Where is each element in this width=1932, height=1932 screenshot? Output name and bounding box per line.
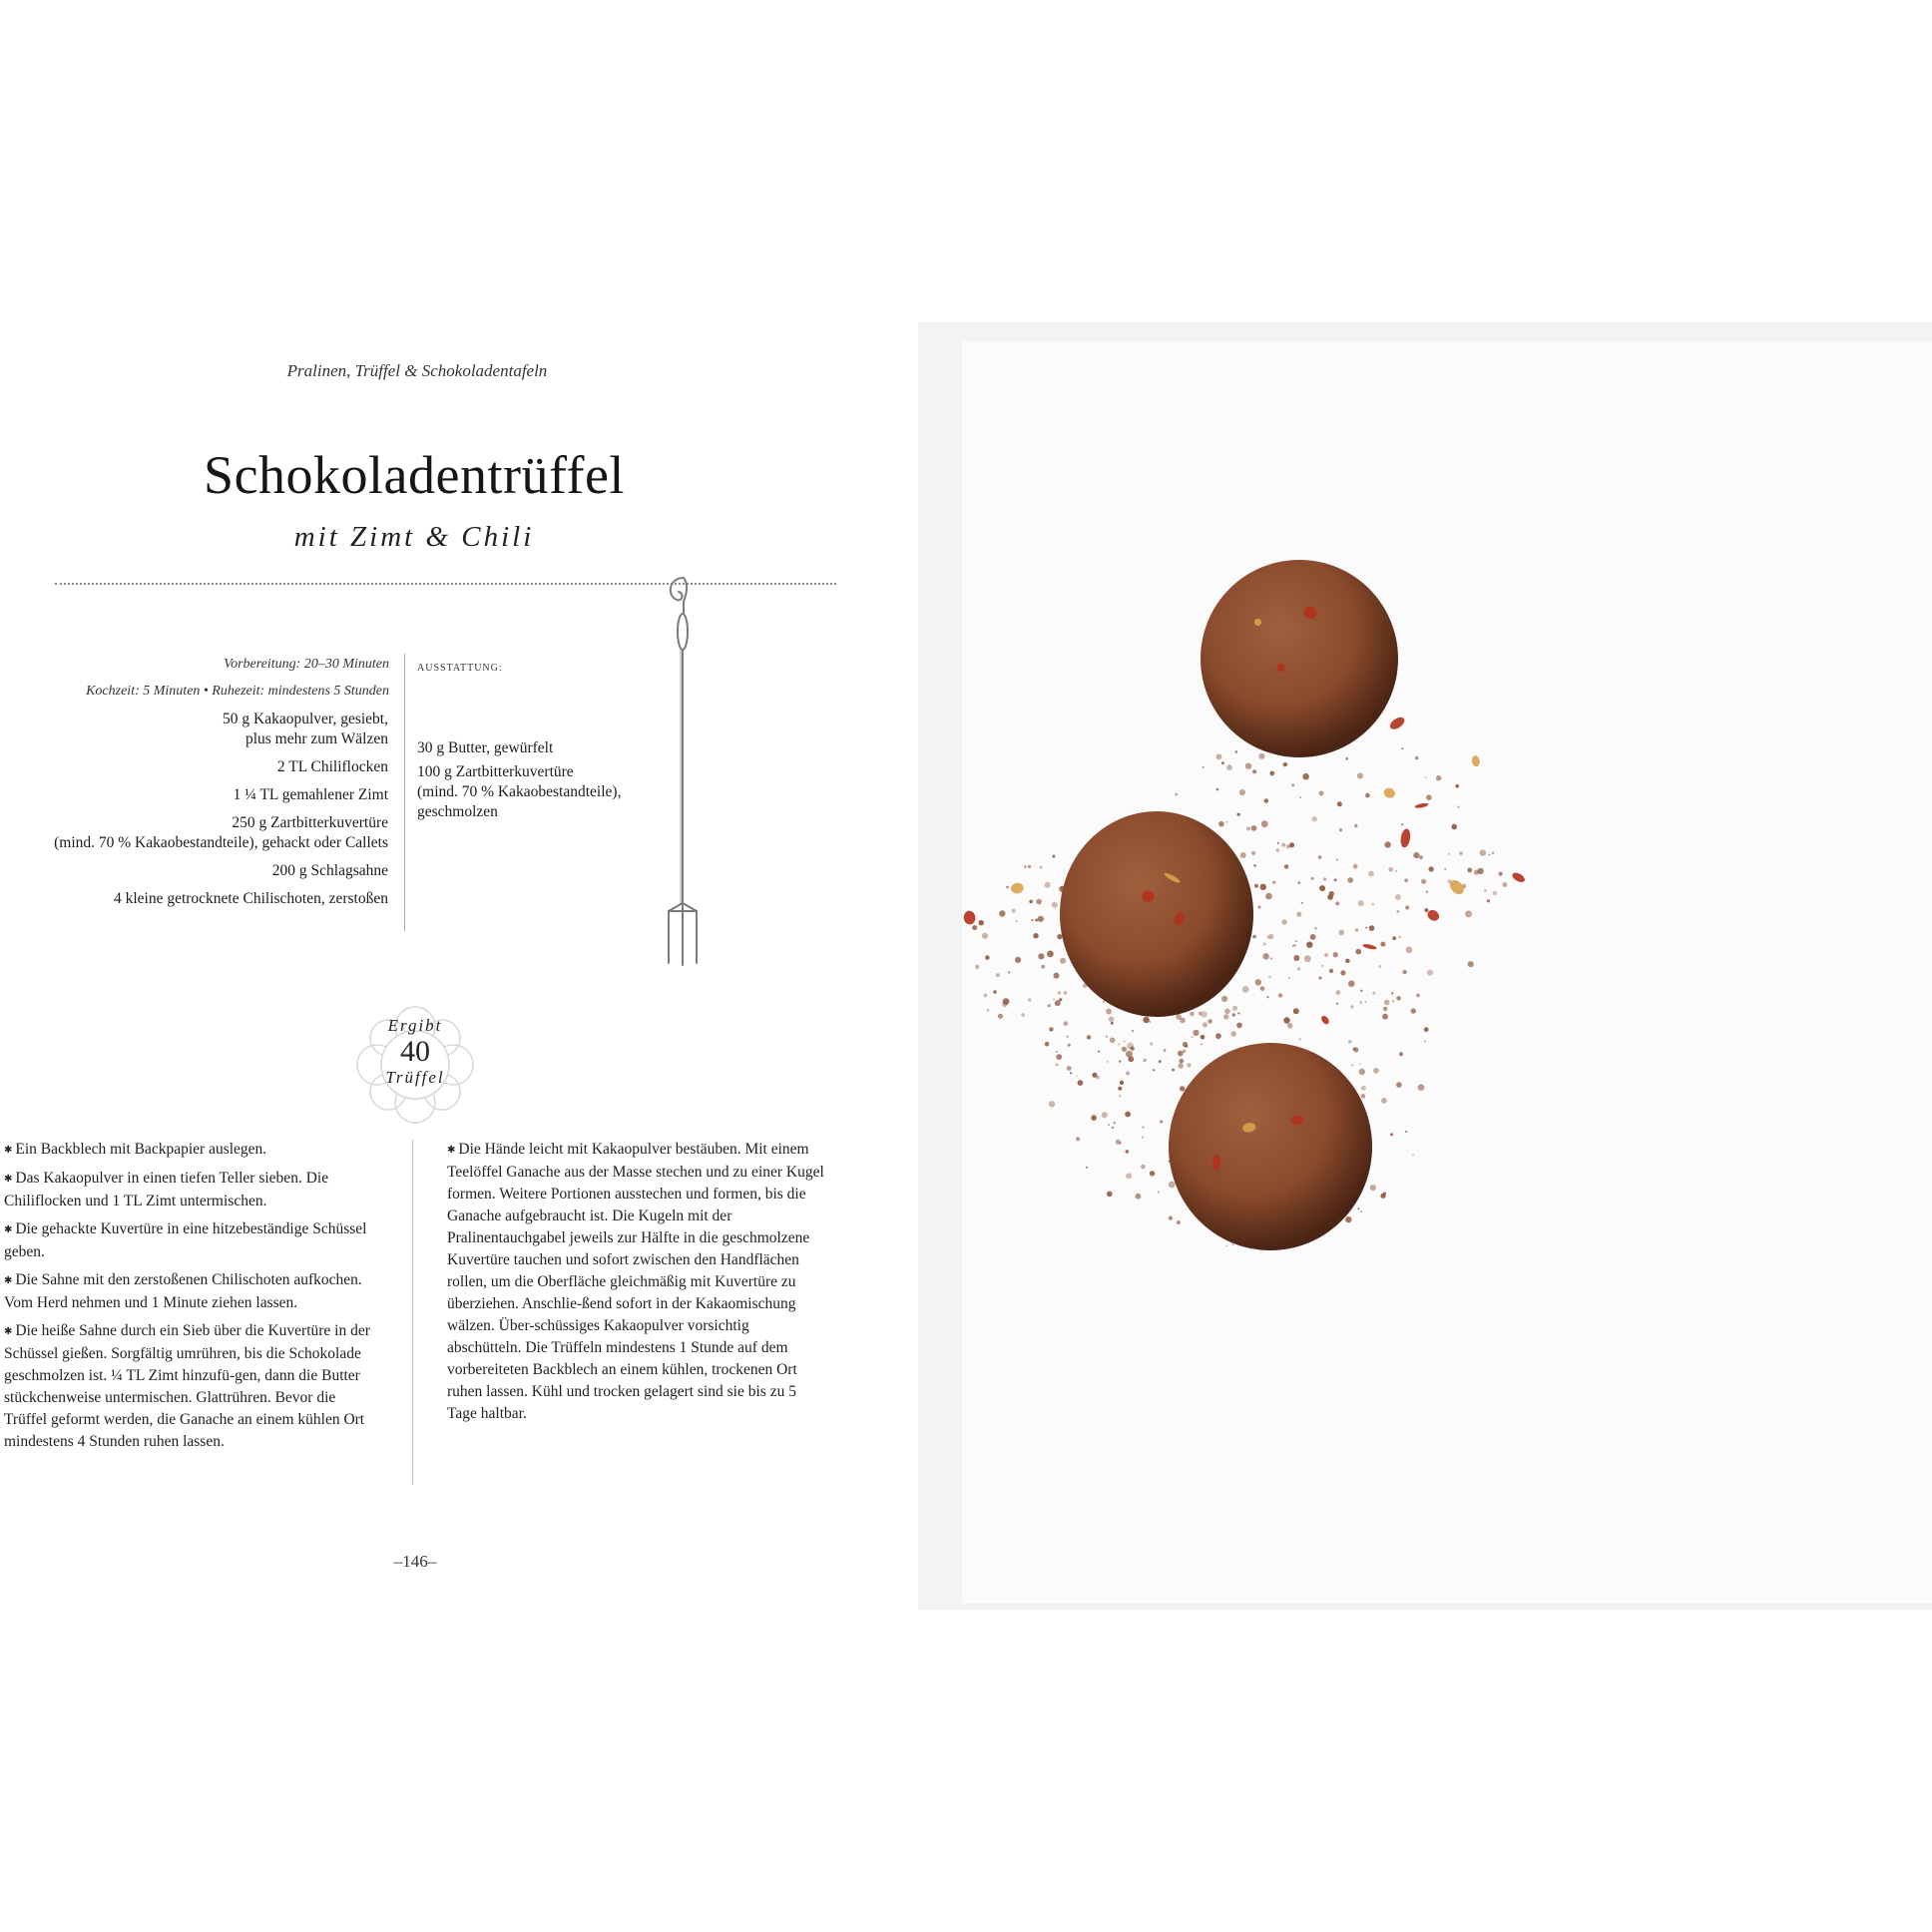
running-head: Pralinen, Trüffel & Schokoladentafeln [286,361,548,380]
ingredient-item: 2 TL Chiliflocken [276,758,388,775]
step-text: Das Kakaopulver in einen tiefen Teller sieben. Die Chiliflocken und 1 TL Zimt untermischen. [4,1170,329,1209]
method-steps-left [4,1139,381,1459]
yield-word-bottom: Trüffel [385,1068,445,1087]
page-number: –146– [393,1552,437,1571]
step-text: Die Sahne mit den zerstoßenen Chilischoten aufkochen. Vom Herd nehmen und 1 Minute ziehen lassen. [4,1271,362,1311]
recipe-subtitle: mit Zimt & Chili [293,521,535,553]
method-step [447,1139,824,1425]
method-step [4,1218,381,1263]
truffle-photo [918,322,1932,1610]
method-step [4,1269,381,1314]
ingredient-item: 100 g Zartbitterkuvertüre (mind. 70 % Kakaobestandteile), geschmolzen [417,763,622,820]
yield-badge [365,1016,465,1088]
recipe-title: Schokoladentrüffel [204,445,625,505]
yield-number: 40 [400,1035,430,1068]
step-bullet-icon: ✱ [4,1145,13,1156]
step-text: Die heiße Sahne durch ein Sieb über die Kuvertüre in der Schüssel gießen. Sorgfältig umrühren, bis die Schokolade geschmolzen ist. ¼ TL Zimt hinzufü-gen, dann die Butter stückchenweise untermischen. Glattrühren. Bevor die Trüffel geformt werden, die Ganache an einem kühlen Ort mindestens 4 Stunden ruhen lassen. [4,1322,370,1450]
truffle-middle [1060,811,1253,1017]
method-column-divider [412,1140,413,1485]
ingredients-divider [404,654,405,931]
ingredient-item: 250 g Zartbitterkuvertüre (mind. 70 % Kakaobestandteile), gehackt oder Callets [54,814,388,851]
step-bullet-icon: ✱ [4,1174,13,1185]
cook-rest-time: Kochzeit: 5 Minuten • Ruhezeit: mindestens 5 Stunden [86,684,389,699]
ingredient-item: 4 kleine getrocknete Chilischoten, zerstoßen [113,890,388,907]
method-step [4,1320,381,1453]
step-text: Die gehackte Kuvertüre in eine hitzebeständige Schüssel geben. [4,1220,367,1260]
prep-time: Vorbereitung: 20–30 Minuten [224,657,389,672]
ingredient-item: 50 g Kakaopulver, gesiebt, plus mehr zum Wälzen [223,711,388,747]
step-text: Die Hände leicht mit Kakaopulver bestäuben. Mit einem Teelöffel Ganache aus der Masse stechen und zu einer Kugel formen. Weitere Portionen ausstechen und formen, bis die Ganache aufgebraucht ist. Die Kugeln mit der Pralinentauchgabel jeweils zur Hälfte in die geschmolzene Kuvertüre tauchen und sofort zwischen den Handflächen rollen, um die Oberfläche gleichmäßig mit Kuvertüre zu überziehen. Anschlie-ßend sofort in der Kakaomischung wälzen. Über-schüssiges Kakaopulver vorsichtig abschütteln. Die Trüffeln mindestens 1 Stunde auf dem vorbereiteten Backblech an einem kühlen, trockenen Ort ruhen lassen. Kühl und trocken gelagert sind sie bis zu 5 Tage haltbar. [447,1141,824,1422]
dipping-fork-illustration [639,574,728,973]
yield-word-top: Ergibt [387,1016,443,1035]
ingredients-left [0,710,388,917]
step-bullet-icon: ✱ [4,1326,13,1337]
step-text: Ein Backblech mit Backpapier auslegen. [15,1141,267,1158]
truffle-top [1201,560,1398,757]
step-bullet-icon: ✱ [447,1145,456,1156]
ingredient-item: 1 ¼ TL gemahlener Zimt [233,786,388,803]
truffle-bottom [1169,1043,1372,1250]
method-step [4,1168,381,1212]
step-bullet-icon: ✱ [4,1224,13,1235]
ingredient-item: 30 g Butter, gewürfelt [417,739,554,756]
method-step [4,1139,381,1162]
ingredient-item: 200 g Schlagsahne [271,862,388,879]
method-steps-right [447,1139,824,1431]
ingredients-right [417,738,657,826]
equipment-label: AUSSTATTUNG: [417,663,503,674]
step-bullet-icon: ✱ [4,1275,13,1286]
